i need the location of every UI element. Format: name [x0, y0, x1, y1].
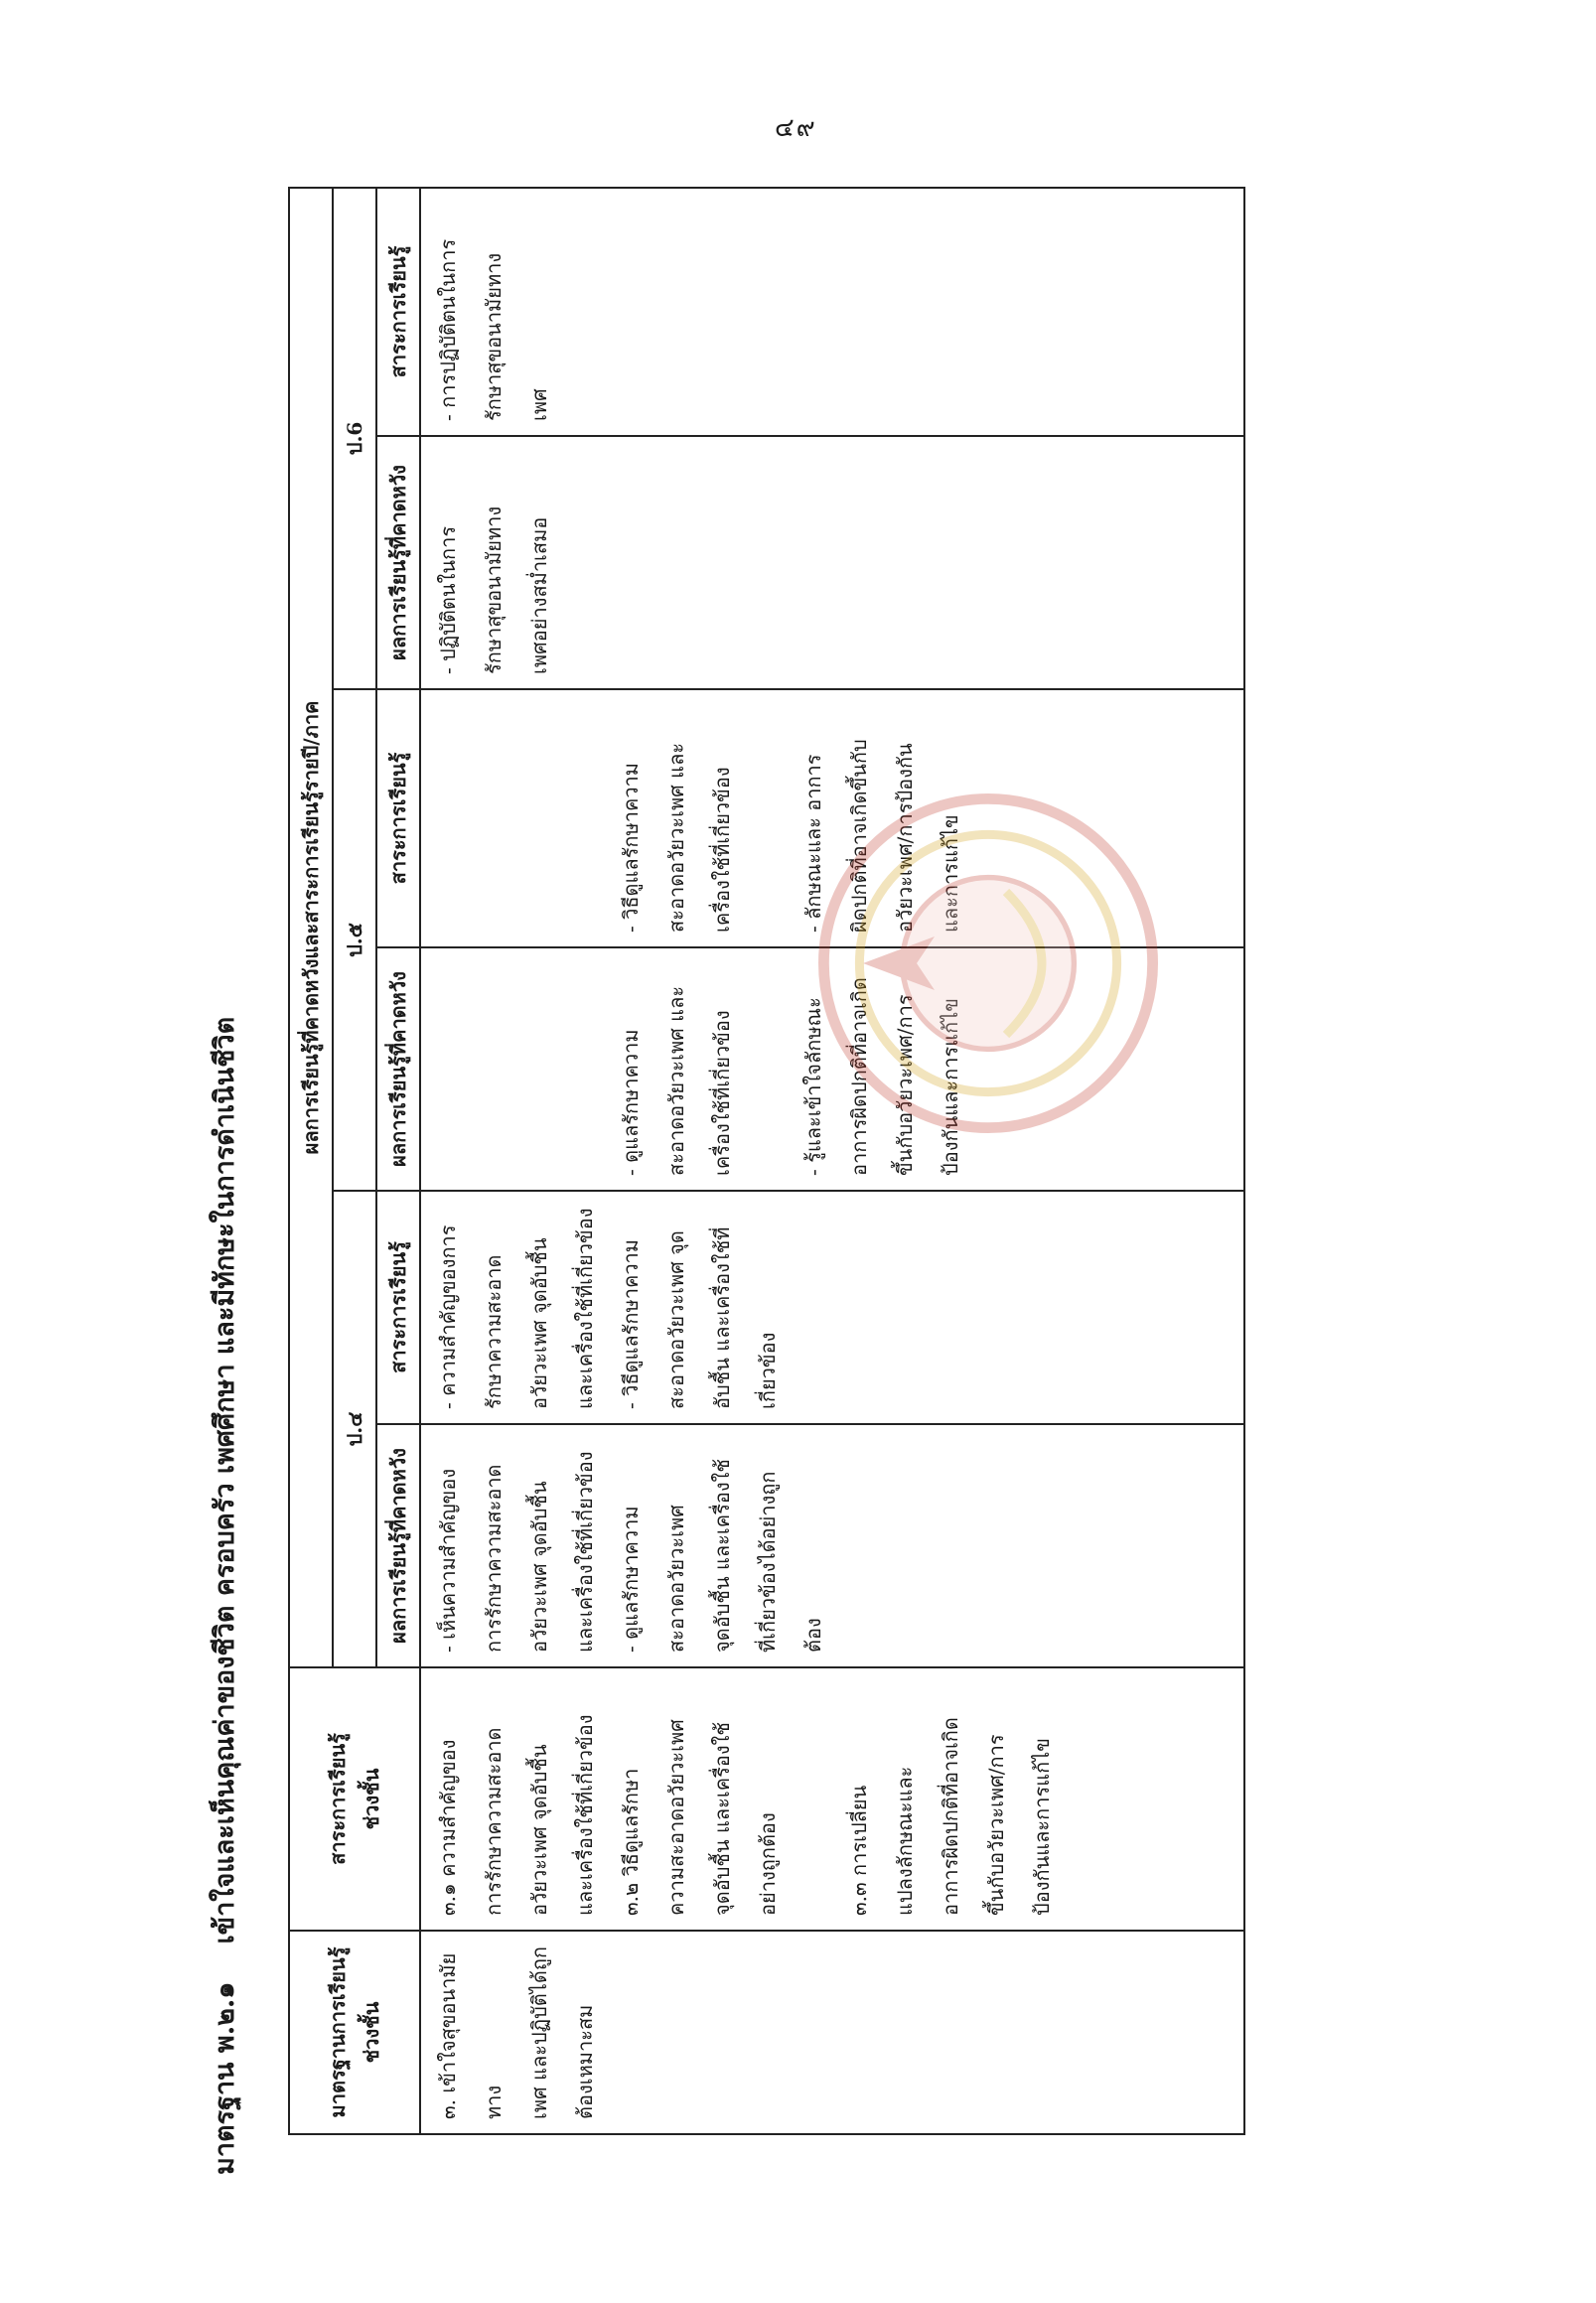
header-row-1	[289, 188, 333, 2134]
standard-code: มาตรฐาน พ.๒.๑	[209, 1981, 240, 2175]
cell-p5-expected: - ดูแลรักษาความ สะอาดอวัยวะเพศ และ เครื่องใช้ที่เกี่ยวข้อง - รู้และเข้าใจลักษณะ อาการผิดปกติที่อาจเกิด ขึ้นกับอวัยวะเพศ/การ ป้องกันและการแก้ไข	[420, 947, 1244, 1191]
header-grade-p6: ป.6	[333, 188, 376, 689]
header-outcomes-group: ผลการเรียนรู้ที่คาดหวังและสาระการเรียนรู้รายปี/ภาค	[289, 188, 333, 1667]
header-p4-expected: ผลการเรียนรู้ที่คาดหวัง	[376, 1424, 420, 1667]
header-content: สาระการเรียนรู้ ช่วงชั้น	[289, 1667, 420, 1931]
header-p6-expected: ผลการเรียนรู้ที่คาดหวัง	[376, 436, 420, 689]
header-p4-learning: สาระการเรียนรู้	[376, 1191, 420, 1424]
standard-title: เข้าใจและเห็นคุณค่าของชีวิต ครอบครัว เพศศึกษา และมีทักษะในการดำเนินชีวิต	[209, 1016, 240, 1944]
cell-p6-expected: - ปฏิบัติตนในการ รักษาสุขอนามัยทาง เพศอย่างสม่ำเสมอ	[420, 436, 1244, 689]
cell-p4-learning: - ความสำคัญของการ รักษาความสะอาด อวัยวะเพศ จุดอับชื้น และเครื่องใช้ที่เกี่ยวข้อง - วิธีดูแลรักษาความ สะอาดอวัยวะเพศ จุด อับชื้น และเครื่องใช้ที่ เกี่ยวข้อง	[420, 1191, 1244, 1424]
header-p5-learning: สาระการเรียนรู้	[376, 689, 420, 947]
header-grade-p4: ป.๔	[333, 1191, 376, 1667]
header-p6-learning: สาระการเรียนรู้	[376, 188, 420, 436]
cell-p5-learning: - วิธีดูแลรักษาความ สะอาดอวัยวะเพศ และ เครื่องใช้ที่เกี่ยวข้อง - ลักษณะและ อาการ ผิดปกติที่อาจเกิดขึ้นกับ อวัยวะเพศ/การป้องกัน และการแก้ไข	[420, 689, 1244, 947]
emblem-watermark	[809, 785, 1167, 1142]
rotated-content	[194, 189, 1405, 2175]
curriculum-table	[288, 187, 1245, 2135]
cell-p6-learning: - การปฏิบัติตนในการ รักษาสุขอนามัยทาง เพศ	[420, 188, 1244, 436]
cell-content: ๓.๑ ความสำคัญของ การรักษาความสะอาด อวัยวะเพศ จุดอับชื้น และเครื่องใช้ที่เกี่ยวข้อง ๓.๒ วิธีดูแลรักษา ความสะอาดอวัยวะเพศ จุดอับชื้น และเครื่องใช้ อย่างถูกต้อง ๓.๓ การเปลี่ยน แปลงลักษณะและ อาการผิดปกติที่อาจเกิด ขึ้นกับอวัยวะเพศ/การ ป้องกันและการแก้ไข	[420, 1667, 1244, 1931]
header-standard: มาตรฐานการเรียนรู้ ช่วงชั้น	[289, 1931, 420, 2134]
cell-p4-expected: - เห็นความสำคัญของ การรักษาความสะอาด อวัยวะเพศ จุดอับชื้น และเครื่องใช้ที่เกี่ยวข้อง - ดูแลรักษาความ สะอาดอวัยวะเพศ จุดอับชื้น และเครื่องใช้ ที่เกี่ยวข้องได้อย่างถูก ต้อง	[420, 1424, 1244, 1667]
page-title	[194, 1017, 253, 2175]
cell-standard: ๓. เข้าใจสุขอนามัยทาง เพศ และปฏิบัติได้ถูก ต้องเหมาะสม	[420, 1931, 1244, 2134]
header-p5-expected: ผลการเรียนรู้ที่คาดหวัง	[376, 947, 420, 1191]
page-number: ๔๙	[775, 113, 817, 143]
table-row	[420, 188, 1244, 2134]
header-grade-p5: ป.๕	[333, 689, 376, 1191]
